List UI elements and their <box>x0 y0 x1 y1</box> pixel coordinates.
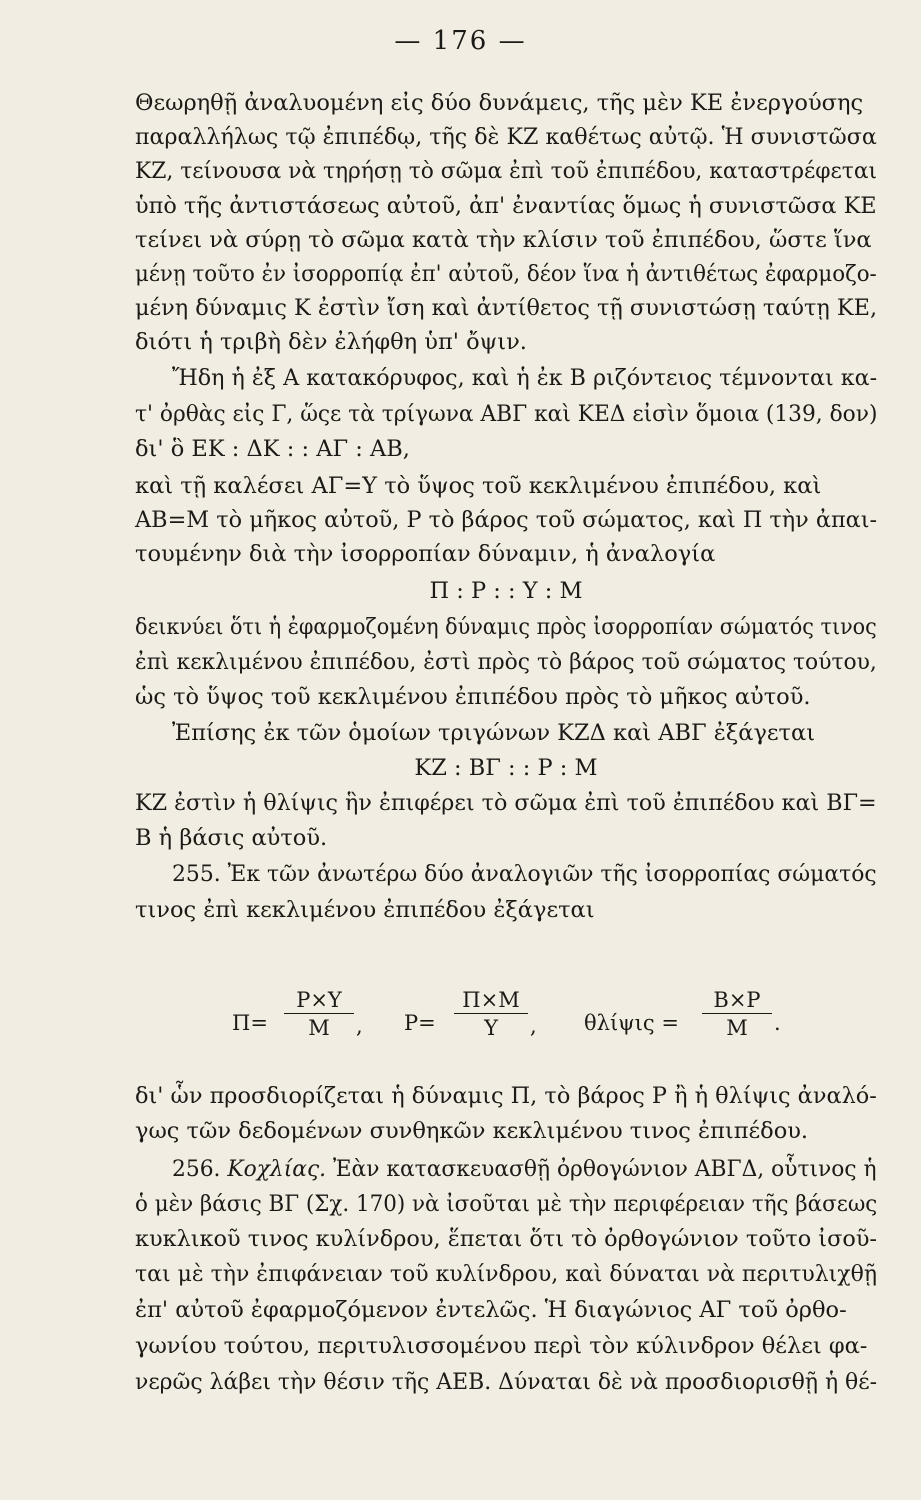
text-line: δι' ὧν προσδιορίζεται ἡ δύναμις Π, τὸ βάρος Ρ ἢ ἡ θλίψις ἀναλό- <box>135 1083 877 1109</box>
section-text: Ἐὰν κατασκευασθῇ ὀρθογώνιον ΑΒΓΔ, οὗτινος ἡ <box>332 1156 877 1182</box>
section-256-line <box>172 1152 877 1186</box>
text-line: διότι ἡ τριβὴ δὲν ἐλήφθη ὑπ' ὄψιν. <box>135 329 527 355</box>
section-number: 256. <box>172 1156 221 1182</box>
text-line: Θεωρηθῇ ἀναλυομένη εἰς δύο δυνάμεις, τῆς μὲν ΚΕ ἐνεργούσης <box>135 90 864 116</box>
eq3-fraction <box>702 988 772 1040</box>
text-line: ΑΒ=Μ τὸ μῆκος αὐτοῦ, Ρ τὸ βάρος τοῦ σώματος, καὶ Π τὴν ἀπαι- <box>135 507 878 533</box>
proportion-equation: Π : Ρ : : Υ : Μ <box>429 578 583 604</box>
text-line: δεικνύει ὅτι ἡ ἐφαρμοζομένη δύναμις πρὸς ἰσορροπίαν σώματός τινος <box>135 614 877 640</box>
proportion-line: δι' ὃ ΕΚ : ΔΚ : : ΑΓ : ΑΒ, <box>135 436 410 462</box>
text-line: Ἐπίσης ἐκ τῶν ὁμοίων τριγώνων ΚΖΔ καὶ ΑΒΓ ἐξάγεται <box>172 720 816 746</box>
fraction-bar <box>454 1013 528 1014</box>
eq3-period: . <box>774 1011 781 1035</box>
text-line: τουμένην διὰ τὴν ἰσορροπίαν δύναμιν, ἡ ἀναλογία <box>135 541 716 567</box>
eq3-denominator: Μ <box>726 1016 748 1040</box>
section-title: Κοχλίας. <box>227 1156 327 1182</box>
eq1-fraction <box>284 988 354 1040</box>
eq2-fraction <box>454 988 528 1040</box>
eq2-denominator: Υ <box>484 1016 498 1040</box>
proportion-equation: ΚΖ : ΒΓ : : Ρ : Μ <box>414 755 598 781</box>
eq2-comma: , <box>530 1014 537 1038</box>
text-line: Β ἡ βάσις αὐτοῦ. <box>135 825 328 851</box>
fraction-bar <box>284 1013 354 1014</box>
text-line: γωνίου τούτου, περιτυλισσομένου περὶ τὸν κύλινδρον θέλει φα- <box>135 1333 868 1359</box>
text-line: μένῃ τοῦτο ἐν ἰσορροπίᾳ ἐπ' αὐτοῦ, δέον ἵνα ἡ ἀντιθέτως ἐφαρμοζο- <box>135 261 877 287</box>
text-line: νερῶς λάβει τὴν θέσιν τῆς ΑΕΒ. Δύναται δὲ νὰ προσδιορισθῇ ἡ θέ- <box>135 1369 877 1395</box>
eq1-numerator: Ρ×Υ <box>296 988 342 1012</box>
text-line: τείνει νὰ σύρῃ τὸ σῶμα κατὰ τὴν κλίσιν τοῦ ἐπιπέδου, ὥστε ἵνα <box>135 227 872 253</box>
text-line: παραλλήλως τῷ ἐπιπέδῳ, τῆς δὲ ΚΖ καθέτως αὐτῷ. Ἡ συνιστῶσα <box>135 124 877 150</box>
text-line: ἐπὶ κεκλιμένου ἐπιπέδου, ἐστὶ πρὸς τὸ βάρος τοῦ σώματος τούτου, <box>135 649 877 675</box>
eq3-lhs: θλίψις = <box>584 1011 679 1035</box>
text-line: ὁ μὲν βάσις ΒΓ (Σχ. 170) νὰ ἰσοῦται μὲ τὴν περιφέρειαν τῆς βάσεως <box>135 1191 878 1217</box>
text-line: Ἤδη ἡ ἐξ Α κατακόρυφος, καὶ ἡ ἐκ Β ριζόντειος τέμνονται κα- <box>172 365 878 391</box>
text-line: μένη δύναμις Κ ἐστὶν ἴση καὶ ἀντίθετος τῇ συνιστώσῃ ταύτῃ ΚΕ, <box>135 295 878 321</box>
eq2-numerator: Π×Μ <box>462 988 520 1012</box>
text-line: κυκλικοῦ τινος κυλίνδρου, ἕπεται ὅτι τὸ ὀρθογώνιον τοῦτο ἰσοῦ- <box>135 1226 877 1252</box>
text-line: τ' ὀρθὰς εἰς Γ, ὥςε τὰ τρίγωνα ΑΒΓ καὶ ΚΕΔ εἰσὶν ὅμοια (139, δον) <box>135 401 878 427</box>
text-line: ΚΖ, τείνουσα νὰ τηρήσῃ τὸ σῶμα ἐπὶ τοῦ ἐπιπέδου, καταστρέφεται <box>135 158 878 184</box>
section-255-line: 255. Ἐκ τῶν ἀνωτέρω δύο ἀναλογιῶν τῆς ἰσορροπίας σώματός <box>172 861 877 887</box>
text-line: τινος ἐπὶ κεκλιμένου ἐπιπέδου ἐξάγεται <box>135 897 595 923</box>
eq3-numerator: Β×Ρ <box>713 988 761 1012</box>
text-line: ἐπ' αὐτοῦ ἐφαρμοζόμενον ἐντελῶς. Ἡ διαγώνιος ΑΓ τοῦ ὀρθο- <box>135 1297 847 1323</box>
eq1-lhs: Π= <box>232 1011 268 1035</box>
text-line: ὑπὸ τῆς ἀντιστάσεως αὐτοῦ, ἀπ' ἐναντίας ὅμως ἡ συνιστῶσα ΚΕ <box>135 193 877 219</box>
fraction-bar <box>702 1013 772 1014</box>
page-number: — 176 — <box>394 26 527 56</box>
eq2-lhs: Ρ= <box>404 1011 436 1035</box>
text-line: ΚΖ ἐστὶν ἡ θλίψις ἣν ἐπιφέρει τὸ σῶμα ἐπὶ τοῦ ἐπιπέδου καὶ ΒΓ= <box>135 790 877 816</box>
eq1-denominator: Μ <box>308 1016 330 1040</box>
text-line: ὡς τὸ ὕψος τοῦ κεκλιμένου ἐπιπέδου πρὸς τὸ μῆκος αὐτοῦ. <box>135 684 811 710</box>
text-line: γως τῶν δεδομένων συνθηκῶν κεκλιμένου τινος ἐπιπέδου. <box>135 1118 809 1144</box>
text-line: ται μὲ τὴν ἐπιφάνειαν τοῦ κυλίνδρου, καὶ δύναται νὰ περιτυλιχθῇ <box>135 1261 877 1287</box>
eq1-comma: , <box>356 1014 363 1038</box>
text-line: καὶ τῇ καλέσει ΑΓ=Υ τὸ ὕψος τοῦ κεκλιμένου ἐπιπέδου, καὶ <box>135 473 822 499</box>
equations-block <box>232 988 792 1068</box>
